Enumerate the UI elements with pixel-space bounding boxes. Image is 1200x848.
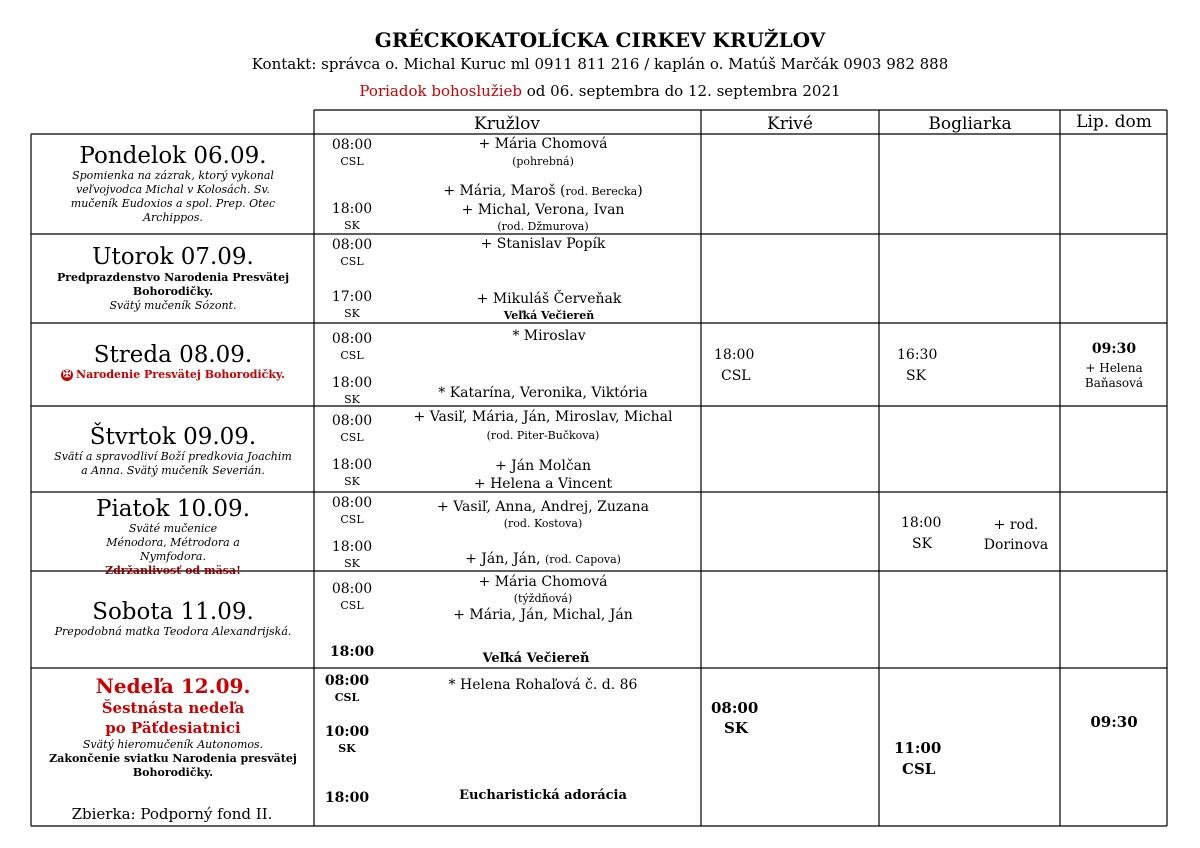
mass-intention: + Ján Molčan xyxy=(494,458,592,474)
mass-intention: + Vasiľ, Anna, Andrej, Zuzana xyxy=(437,499,649,515)
bogliarka-language: SK xyxy=(906,368,927,384)
mass-intention: * Miroslav xyxy=(512,328,586,344)
day-title: Piatok 10.09. xyxy=(95,496,251,522)
mass-intention: + Mária Chomová xyxy=(478,574,608,590)
mass-time: 18:00 xyxy=(331,201,373,217)
mass-language: CSL xyxy=(340,513,364,526)
krive-language: CSL xyxy=(721,368,751,384)
column-header-lipdom: Lip. dom xyxy=(1076,112,1152,132)
lipdom-time: 09:30 xyxy=(1090,713,1138,731)
intention-note: (pohrebná) xyxy=(512,155,574,168)
mass-time: 08:00 xyxy=(331,137,373,153)
day-title: Štvrtok 09.09. xyxy=(89,424,257,450)
krive-time: 18:00 xyxy=(714,347,755,363)
day-title: Pondelok 06.09. xyxy=(79,143,267,169)
day-note: Predprazdenstvo Narodenia Presvätej Bohorodičky. xyxy=(56,271,290,298)
mass-intention: + Mária, Maroš (rod. Berecka) xyxy=(443,183,643,199)
column-header-bogliarka: Bogliarka xyxy=(928,114,1012,134)
day-cell-streda xyxy=(34,342,312,382)
mass-intention: * Katarína, Veronika, Viktória xyxy=(438,385,648,401)
cross-icon: ✠ xyxy=(62,369,72,380)
subtitle-dates: od 06. septembra do 12. septembra 2021 xyxy=(522,82,841,100)
mass-time: 18:00 xyxy=(331,457,373,473)
day-cell-sobota xyxy=(34,599,312,639)
mass-language: SK xyxy=(338,742,356,755)
day-note: Svätí a spravodliví Boží predkovia Joachim a Anna. Svätý mučeník Severián. xyxy=(54,450,292,477)
mass-language: CSL xyxy=(340,599,364,612)
adoration-label: Eucharistická adorácia xyxy=(459,788,627,803)
mass-language: SK xyxy=(344,307,360,320)
intention-note: (rod. Piter-Bučkova) xyxy=(486,429,600,442)
mass-language: CSL xyxy=(340,155,364,168)
mass-language: SK xyxy=(344,219,360,232)
mass-intention: + Mária Chomová xyxy=(478,136,608,152)
day-cell-nedela xyxy=(34,674,312,780)
mass-time: 17:00 xyxy=(331,289,373,305)
krive-time: 08:00 xyxy=(711,699,759,717)
intention-note: Veľká Večiereň xyxy=(503,309,595,322)
day-cell-utorok xyxy=(34,244,312,313)
mass-intention: + Michal, Verona, Ivan xyxy=(461,202,625,218)
mass-time: 08:00 xyxy=(331,237,373,253)
column-header-kruzlov: Kružlov xyxy=(473,114,541,134)
mass-intention: + Vasiľ, Mária, Ján, Miroslav, Michal xyxy=(413,409,673,425)
bogliarka-language: CSL xyxy=(902,760,936,778)
mass-intention: + Ján, Ján, (rod. Capova) xyxy=(465,551,621,567)
bogliarka-time: 16:30 xyxy=(897,347,938,363)
feast-note: ✠ Narodenie Presvätej Bohorodičky. xyxy=(62,368,285,381)
day-note: Sväté mučenice Ménodora, Métrodora a Nymfodora. xyxy=(106,522,240,563)
intention-note: (týždňová) xyxy=(513,592,573,605)
mass-language: CSL xyxy=(340,431,364,444)
mass-time: 10:00 xyxy=(324,724,370,740)
day-note-secondary: Zakončenie sviatku Narodenia presvätej Bohorodičky. xyxy=(49,752,297,779)
mass-intention: * Helena Rohaľová č. d. 86 xyxy=(448,677,638,693)
mass-time: 08:00 xyxy=(324,673,370,689)
mass-intention: + Helena a Vincent xyxy=(473,476,613,492)
day-note: Svätý hieromučeník Autonomos. xyxy=(82,738,264,751)
mass-time: 08:00 xyxy=(331,581,373,597)
day-note: Spomienka na zázrak, ktorý vykonal veľvojvodca Michal v Kolosách. Sv. mučeník Eudoxios a spol. Prep. Otec Archippos. xyxy=(70,169,276,224)
day-cell-stvrtok xyxy=(34,424,312,478)
mass-language: CSL xyxy=(340,255,364,268)
mass-intention: + Mária, Ján, Michal, Ján xyxy=(453,607,633,623)
mass-time: 08:00 xyxy=(331,413,373,429)
mass-language: SK xyxy=(344,557,360,570)
subtitle-red: Poriadok bohoslužieb xyxy=(359,82,522,100)
intention-note: (rod. Kostova) xyxy=(503,517,583,530)
day-note: Prepodobná matka Teodora Alexandrijská. xyxy=(54,625,292,638)
mass-intention: + Stanislav Popík xyxy=(480,236,606,252)
day-title: Utorok 07.09. xyxy=(92,244,254,270)
mass-intention: + Mikuláš Červeňak xyxy=(476,291,622,307)
vesper-label: Veľká Večiereň xyxy=(482,651,590,666)
mass-language: SK xyxy=(344,475,360,488)
contact-line: Kontakt: správca o. Michal Kuruc ml 0911 811 216 / kaplán o. Matúš Marčák 0903 982 888 xyxy=(251,55,949,73)
lipdom-intention: + Helena Baňasová xyxy=(1084,361,1144,390)
bogliarka-time: 11:00 xyxy=(894,739,942,757)
mass-time: 18:00 xyxy=(331,539,373,555)
mass-time: 18:00 xyxy=(331,375,373,391)
column-header-krive: Krivé xyxy=(767,114,813,134)
collection-note: Zbierka: Podporný fond II. xyxy=(71,805,273,823)
intention-note: (rod. Džmurova) xyxy=(497,220,589,233)
day-title: Nedeľa 12.09. xyxy=(95,674,251,698)
day-note-secondary: Svätý mučeník Sózont. xyxy=(109,299,237,312)
bogliarka-time: 18:00 xyxy=(901,515,942,531)
mass-language: CSL xyxy=(334,691,360,704)
mass-language: CSL xyxy=(340,349,364,362)
krive-language: SK xyxy=(724,719,748,737)
bogliarka-intention: + rod. Dorinova xyxy=(983,517,1049,553)
lipdom-time: 09:30 xyxy=(1091,341,1137,357)
mass-time: 18:00 xyxy=(329,644,375,660)
page-title: GRÉCKOKATOLÍCKA CIRKEV KRUŽLOV xyxy=(374,28,826,52)
bogliarka-language: SK xyxy=(912,536,933,552)
mass-time: 08:00 xyxy=(331,331,373,347)
mass-time: 18:00 xyxy=(324,790,370,806)
sunday-subtitle: Šestnásta nedeľa po Päťdesiatnici xyxy=(101,699,245,737)
mass-time: 08:00 xyxy=(331,495,373,511)
day-title: Sobota 11.09. xyxy=(92,599,254,625)
mass-language: SK xyxy=(344,393,360,406)
fasting-note: Zdržanlivosť od mäsa! xyxy=(105,564,241,577)
day-cell-piatok xyxy=(34,496,312,578)
day-cell-pondelok xyxy=(34,143,312,225)
day-title: Streda 08.09. xyxy=(93,342,253,368)
